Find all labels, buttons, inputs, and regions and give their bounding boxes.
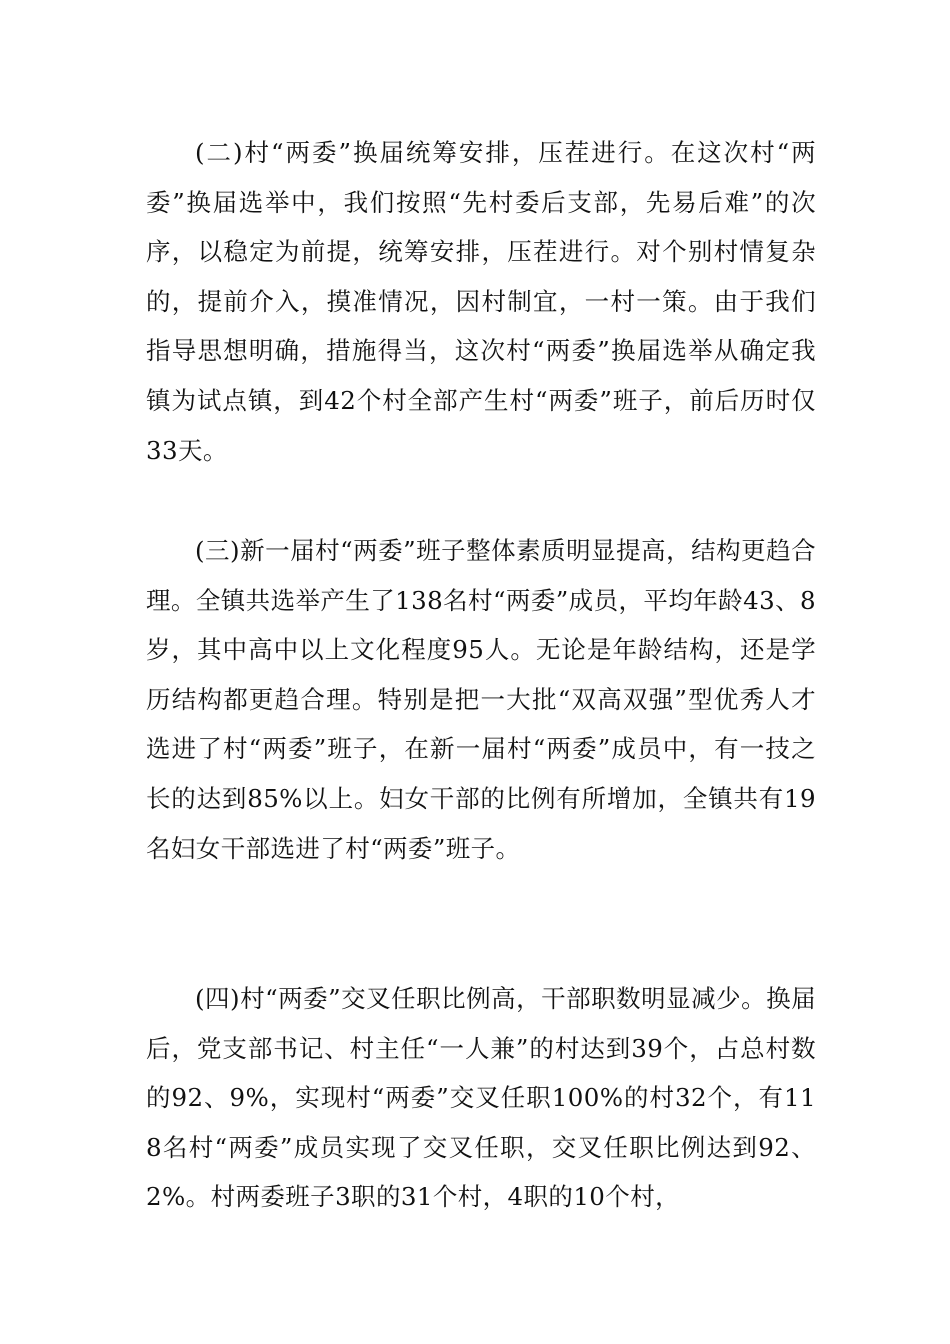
paragraph-section-3: (三)新一届村“两委”班子整体素质明显提高，结构更趋合理。全镇共选举产生了138名村“两委”成员，平均年龄43、8岁，其中高中以上文化程度95人。无论是年龄结构，还是学历结构都更趋合理。特别是把一大批“双高双强”型优秀人才选进了村“两委”班子，在新一届村“两委”成员中，有一技之长的达到85%以上。妇女干部的比例有所增加，全镇共有19名妇女干部选进了村“两委”班子。 <box>146 536 816 863</box>
paragraph-section-2: (二)村“两委”换届统筹安排，压茬进行。在这次村“两委”换届选举中，我们按照“先村委后支部，先易后难”的次序，以稳定为前提，统筹安排，压茬进行。对个别村情复杂的，提前介入，摸准情况，因村制宜，一村一策。由于我们指导思想明确，措施得当，这次村“两委”换届选举从确定我镇为试点镇，到42个村全部产生村“两委”班子，前后历时仅33天。 <box>146 138 816 465</box>
paragraph-section-4: (四)村“两委”交叉任职比例高，干部职数明显减少。换届后，党支部书记、村主任“一人兼”的村达到39个，占总村数的92、9%，实现村“两委”交叉任职100%的村32个，有118名村“两委”成员实现了交叉任职，交叉任职比例达到92、2%。村两委班子3职的31个村，4职的10个村， <box>146 984 816 1212</box>
